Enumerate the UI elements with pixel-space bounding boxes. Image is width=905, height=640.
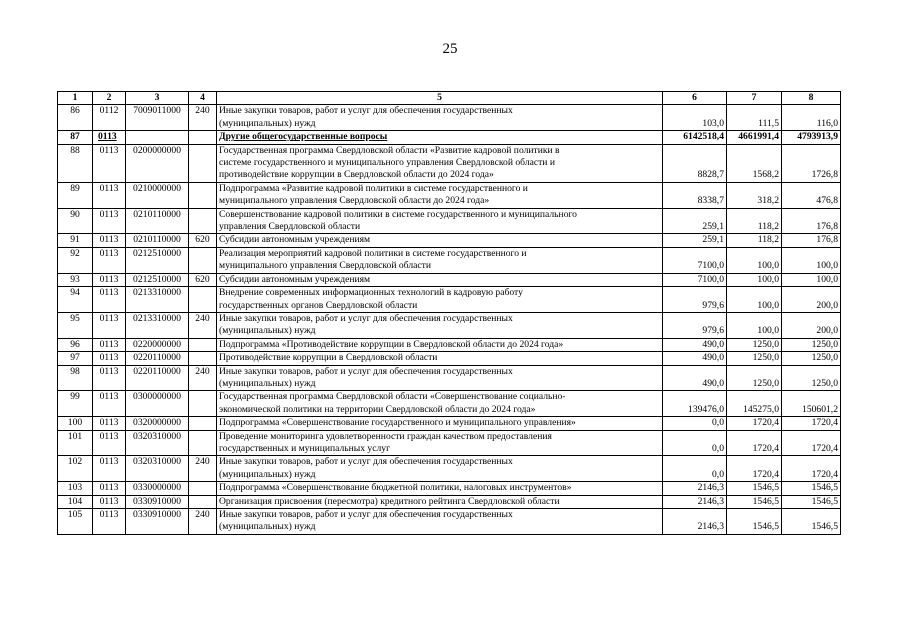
amount-col-7: 100,0: [727, 247, 782, 273]
expense-type-code: [189, 144, 217, 182]
amount-col-7: 1546,5: [727, 482, 782, 495]
target-article-code: 0220110000: [126, 352, 189, 365]
row-number: 91: [58, 234, 93, 247]
item-name: Реализация мероприятий кадровой политики в системе государственного и муниципального управления Свердловской области: [217, 247, 663, 273]
amount-col-6: 259,1: [663, 234, 727, 247]
target-article-code: 0213310000: [126, 287, 189, 313]
amount-col-8: 200,0: [782, 287, 841, 313]
item-name: Подпрограмма «Совершенствование бюджетной политики, налоговых инструментов»: [217, 482, 663, 495]
page-number: 25: [442, 41, 458, 57]
section-code: 0113: [93, 391, 126, 417]
section-code: 0113: [93, 312, 126, 338]
expense-type-code: [189, 482, 217, 495]
row-number: 105: [58, 509, 93, 535]
column-header: 3: [126, 92, 189, 105]
amount-col-7: 100,0: [727, 312, 782, 338]
expense-type-code: [189, 247, 217, 273]
amount-col-8: 116,0: [782, 105, 841, 131]
table-row: [58, 182, 841, 208]
amount-col-6: 0,0: [663, 417, 727, 430]
amount-col-8: 1720,4: [782, 430, 841, 456]
amount-col-6: 490,0: [663, 352, 727, 365]
amount-col-6: 2146,3: [663, 482, 727, 495]
amount-col-6: 2146,3: [663, 495, 727, 508]
amount-col-7: 118,2: [727, 234, 782, 247]
section-code: 0113: [93, 287, 126, 313]
section-code: 0113: [93, 273, 126, 286]
expense-type-code: 620: [189, 234, 217, 247]
amount-col-8: 176,8: [782, 208, 841, 234]
target-article-code: 0200000000: [126, 144, 189, 182]
row-number: 86: [58, 105, 93, 131]
amount-col-8: 100,0: [782, 247, 841, 273]
row-number: 100: [58, 417, 93, 430]
row-number: 93: [58, 273, 93, 286]
column-header: 6: [663, 92, 727, 105]
amount-col-7: 318,2: [727, 182, 782, 208]
item-name: Государственная программа Свердловской области «Совершенствование социально- экономической политики на территории Свердловской области до 2024 года»: [217, 391, 663, 417]
amount-col-7: 1250,0: [727, 352, 782, 365]
target-article-code: 0320000000: [126, 417, 189, 430]
table-row: [58, 208, 841, 234]
target-article-code: 0320310000: [126, 430, 189, 456]
table-row: [58, 273, 841, 286]
amount-col-7: 1250,0: [727, 365, 782, 391]
amount-col-6: 0,0: [663, 430, 727, 456]
item-name: Иные закупки товаров, работ и услуг для обеспечения государственных (муниципальных) нужд: [217, 456, 663, 482]
section-code: 0113: [93, 509, 126, 535]
table-row: [58, 509, 841, 535]
expense-type-code: [189, 391, 217, 417]
row-number: 95: [58, 312, 93, 338]
amount-col-7: 1546,5: [727, 495, 782, 508]
amount-col-8: 1546,5: [782, 482, 841, 495]
amount-col-6: 979,6: [663, 312, 727, 338]
section-code: 0113: [93, 430, 126, 456]
table-row: [58, 352, 841, 365]
amount-col-8: 1720,4: [782, 417, 841, 430]
amount-col-8: 1546,5: [782, 509, 841, 535]
target-article-code: 0320310000: [126, 456, 189, 482]
amount-col-7: 4661991,4: [727, 131, 782, 144]
section-code: 0113: [93, 352, 126, 365]
header-row: [58, 92, 841, 105]
amount-col-8: 200,0: [782, 312, 841, 338]
target-article-code: 0210000000: [126, 182, 189, 208]
table-row: [58, 391, 841, 417]
table-row: [58, 105, 841, 131]
column-header: 2: [93, 92, 126, 105]
amount-col-8: 1250,0: [782, 352, 841, 365]
table-body: [58, 105, 841, 534]
amount-col-8: 1250,0: [782, 365, 841, 391]
expense-type-code: 620: [189, 273, 217, 286]
item-name: Государственная программа Свердловской области «Развитие кадровой политики в системе государственного и муниципального управления Свердловской области и противодействие коррупции в Свердловской области до 2024 года»: [217, 144, 663, 182]
table-row: [58, 144, 841, 182]
amount-col-8: 476,8: [782, 182, 841, 208]
amount-col-6: 8828,7: [663, 144, 727, 182]
section-code: 0113: [93, 365, 126, 391]
row-number: 96: [58, 338, 93, 351]
row-number: 90: [58, 208, 93, 234]
amount-col-6: 490,0: [663, 365, 727, 391]
item-name: Иные закупки товаров, работ и услуг для обеспечения государственных (муниципальных) нужд: [217, 312, 663, 338]
item-name: Субсидии автономным учреждениям: [217, 273, 663, 286]
amount-col-6: 8338,7: [663, 182, 727, 208]
table-row: [58, 365, 841, 391]
expense-type-code: [189, 495, 217, 508]
item-name: Другие общегосударственные вопросы: [217, 131, 663, 144]
expense-type-code: 240: [189, 456, 217, 482]
amount-col-6: 7100,0: [663, 247, 727, 273]
section-code: 0113: [93, 247, 126, 273]
row-number: 101: [58, 430, 93, 456]
expense-type-code: [189, 208, 217, 234]
expense-type-code: 240: [189, 312, 217, 338]
expense-type-code: [189, 430, 217, 456]
expense-type-code: [189, 287, 217, 313]
row-number: 98: [58, 365, 93, 391]
target-article-code: 0330910000: [126, 495, 189, 508]
amount-col-7: 1720,4: [727, 430, 782, 456]
table-row: [58, 287, 841, 313]
target-article-code: 0220110000: [126, 365, 189, 391]
expense-type-code: [189, 182, 217, 208]
expense-type-code: 240: [189, 365, 217, 391]
column-header: 1: [58, 92, 93, 105]
amount-col-7: 145275,0: [727, 391, 782, 417]
amount-col-8: 1720,4: [782, 456, 841, 482]
amount-col-6: 259,1: [663, 208, 727, 234]
amount-col-8: 150601,2: [782, 391, 841, 417]
amount-col-6: 7100,0: [663, 273, 727, 286]
table-row: [58, 495, 841, 508]
target-article-code: 0210110000: [126, 234, 189, 247]
amount-col-7: 100,0: [727, 287, 782, 313]
section-code: 0113: [93, 456, 126, 482]
row-number: 88: [58, 144, 93, 182]
item-name: Иные закупки товаров, работ и услуг для обеспечения государственных (муниципальных) нужд: [217, 105, 663, 131]
section-code: 0113: [93, 234, 126, 247]
table-row: [58, 234, 841, 247]
expense-type-code: 240: [189, 509, 217, 535]
item-name: Субсидии автономным учреждениям: [217, 234, 663, 247]
amount-col-7: 1720,4: [727, 456, 782, 482]
expense-type-code: [189, 131, 217, 144]
item-name: Подпрограмма «Противодействие коррупции в Свердловской области до 2024 года»: [217, 338, 663, 351]
target-article-code: [126, 131, 189, 144]
amount-col-7: 118,2: [727, 208, 782, 234]
row-number: 104: [58, 495, 93, 508]
budget-table: [57, 91, 841, 535]
table-row: [58, 338, 841, 351]
amount-col-6: 979,6: [663, 287, 727, 313]
section-code: 0113: [93, 495, 126, 508]
amount-col-8: 100,0: [782, 273, 841, 286]
table-row: [58, 247, 841, 273]
section-code: 0112: [93, 105, 126, 131]
amount-col-7: 100,0: [727, 273, 782, 286]
amount-col-6: 139476,0: [663, 391, 727, 417]
section-code: 0113: [93, 482, 126, 495]
expense-type-code: [189, 352, 217, 365]
row-number: 102: [58, 456, 93, 482]
target-article-code: 0300000000: [126, 391, 189, 417]
amount-col-7: 1568,2: [727, 144, 782, 182]
row-number: 94: [58, 287, 93, 313]
row-number: 99: [58, 391, 93, 417]
target-article-code: 7009011000: [126, 105, 189, 131]
expense-type-code: [189, 338, 217, 351]
row-number: 89: [58, 182, 93, 208]
row-number: 92: [58, 247, 93, 273]
amount-col-8: 1726,8: [782, 144, 841, 182]
section-code: 0113: [93, 182, 126, 208]
column-header: 4: [189, 92, 217, 105]
target-article-code: 0212510000: [126, 247, 189, 273]
row-number: 103: [58, 482, 93, 495]
target-article-code: 0330910000: [126, 509, 189, 535]
column-header: 5: [217, 92, 663, 105]
expense-type-code: [189, 417, 217, 430]
section-code: 0113: [93, 208, 126, 234]
table-row: [58, 417, 841, 430]
amount-col-6: 0,0: [663, 456, 727, 482]
section-code: 0113: [93, 338, 126, 351]
item-name: Подпрограмма «Совершенствование государственного и муниципального управления»: [217, 417, 663, 430]
amount-col-8: 4793913,9: [782, 131, 841, 144]
column-header: 7: [727, 92, 782, 105]
table-row: [58, 312, 841, 338]
table-row: [58, 456, 841, 482]
table-row: [58, 482, 841, 495]
amount-col-8: 1546,5: [782, 495, 841, 508]
expense-type-code: 240: [189, 105, 217, 131]
amount-col-7: 1250,0: [727, 338, 782, 351]
item-name: Иные закупки товаров, работ и услуг для обеспечения государственных (муниципальных) нужд: [217, 365, 663, 391]
column-header: 8: [782, 92, 841, 105]
amount-col-6: 490,0: [663, 338, 727, 351]
amount-col-7: 1720,4: [727, 417, 782, 430]
amount-col-7: 111,5: [727, 105, 782, 131]
amount-col-6: 2146,3: [663, 509, 727, 535]
target-article-code: 0210110000: [126, 208, 189, 234]
item-name: Совершенствование кадровой политики в системе государственного и муниципального управления Свердловской области: [217, 208, 663, 234]
section-code: 0113: [93, 144, 126, 182]
table-row: [58, 430, 841, 456]
amount-col-8: 176,8: [782, 234, 841, 247]
section-code: 0113: [93, 131, 126, 144]
table-row: [58, 131, 841, 144]
item-name: Проведение мониторинга удовлетворенности граждан качеством предоставления государственных и муниципальных услуг: [217, 430, 663, 456]
row-number: 87: [58, 131, 93, 144]
row-number: 97: [58, 352, 93, 365]
section-code: 0113: [93, 417, 126, 430]
item-name: Противодействие коррупции в Свердловской области: [217, 352, 663, 365]
amount-col-6: 103,0: [663, 105, 727, 131]
target-article-code: 0213310000: [126, 312, 189, 338]
target-article-code: 0220000000: [126, 338, 189, 351]
item-name: Иные закупки товаров, работ и услуг для обеспечения государственных (муниципальных) нужд: [217, 509, 663, 535]
item-name: Внедрение современных информационных технологий в кадровую работу государственных органов Свердловской области: [217, 287, 663, 313]
item-name: Организация присвоения (пересмотра) кредитного рейтинга Свердловской области: [217, 495, 663, 508]
amount-col-7: 1546,5: [727, 509, 782, 535]
item-name: Подпрограмма «Развитие кадровой политики в системе государственного и муниципального управления Свердловской области до 2024 года»: [217, 182, 663, 208]
target-article-code: 0330000000: [126, 482, 189, 495]
amount-col-8: 1250,0: [782, 338, 841, 351]
target-article-code: 0212510000: [126, 273, 189, 286]
amount-col-6: 6142518,4: [663, 131, 727, 144]
